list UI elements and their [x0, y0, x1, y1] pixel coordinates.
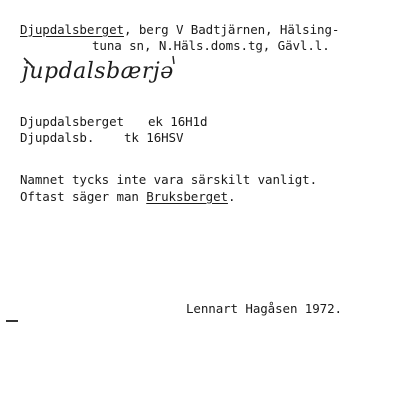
headword: Djupdalsberget	[20, 22, 124, 37]
form-name: Djupdalsberget	[20, 114, 124, 129]
note-line-1: Namnet tycks inte vara särskilt vanligt.	[20, 172, 318, 187]
header-line-2: tuna sn, N.Häls.doms.tg, Gävl.l.	[92, 38, 330, 53]
form-code-2: tk 16HSV	[124, 130, 184, 145]
form-row-1	[20, 114, 124, 129]
note-line-2: Oftast säger man Bruksberget.	[20, 189, 236, 204]
pronunciation-text: jupdalsbærjə	[22, 59, 174, 84]
form-code-1: ek 16H1d	[148, 114, 208, 129]
form-row-2	[20, 130, 94, 145]
margin-mark	[6, 320, 18, 322]
pronunciation-handwriting	[20, 52, 240, 86]
header-location: , berg V Badtjärnen, Hälsing-	[123, 22, 340, 37]
header-line-1	[20, 22, 339, 37]
signature: Lennart Hagåsen 1972.	[186, 301, 342, 316]
alternate-name: Bruksberget	[146, 189, 228, 204]
form-name: Djupdalsb.	[20, 130, 95, 145]
